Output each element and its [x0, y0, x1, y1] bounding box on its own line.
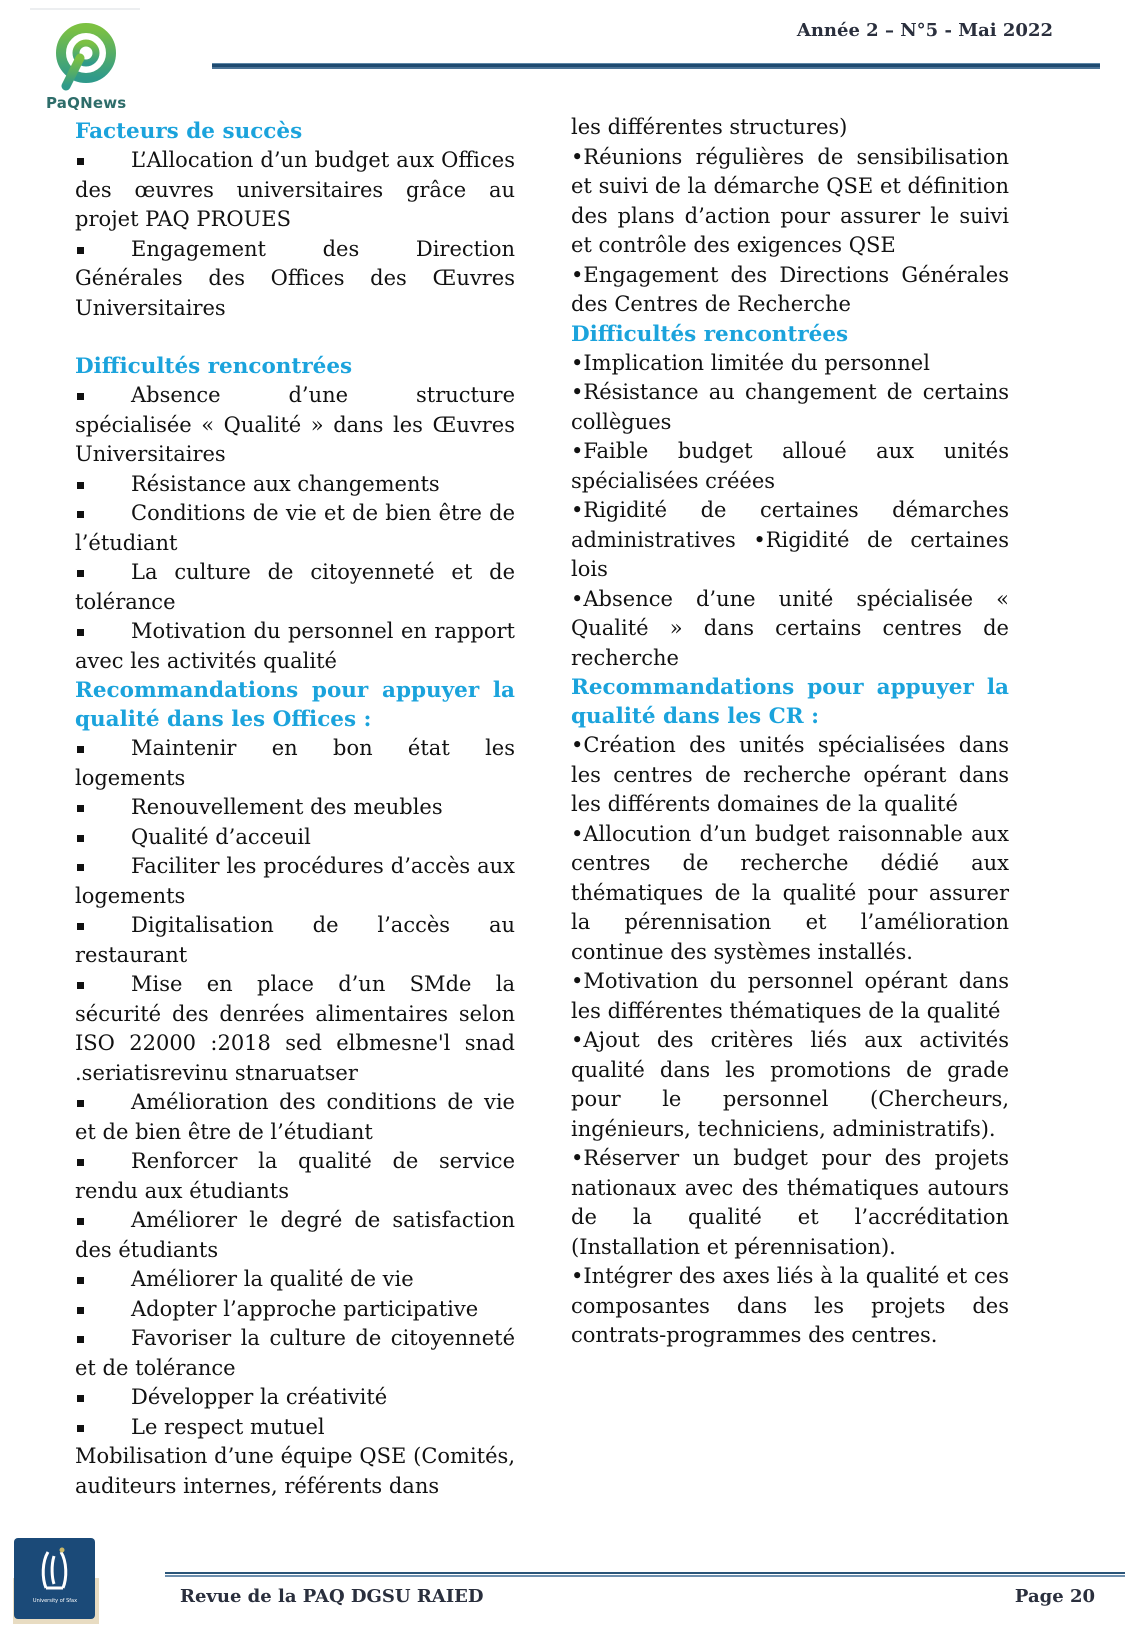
- left-column: [75, 117, 515, 1501]
- difficulties-heading: Difficultés rencontrées: [75, 354, 353, 379]
- square-bullet-icon: [75, 1265, 131, 1295]
- list-item: •Intégrer des axes liés à la qualité et ces composantes dans les projets des contrats-programmes des centres.: [571, 1264, 1009, 1347]
- list-item: Favoriser la culture de citoyenneté et de tolérance: [75, 1326, 515, 1380]
- university-emblem-icon: [14, 1538, 95, 1598]
- square-bullet-icon: [75, 1295, 131, 1325]
- list-item: Améliorer la qualité de vie: [75, 1265, 515, 1295]
- header-rule: [212, 63, 1100, 69]
- list-item: Maintenir en bon état les logements: [75, 736, 515, 790]
- logo-divider: [30, 8, 140, 10]
- square-bullet-icon: [75, 146, 131, 176]
- square-bullet-icon: [75, 235, 131, 265]
- list-item: Développer la créativité: [75, 1383, 515, 1413]
- list-item: Mise en place d’un SMde la sécurité des denrées alimentaires selon ISO 22000 :2018 sed elbmesne'l snad .seriatisrevinu stnaruatser: [75, 972, 515, 1085]
- list-item: Conditions de vie et de bien être de l’étudiant: [75, 501, 515, 555]
- footer-rule: [165, 1572, 1125, 1577]
- list-item: •Faible budget alloué aux unités spécialisées créées: [571, 439, 1009, 493]
- square-bullet-icon: [75, 852, 131, 882]
- list-item: •Absence d’une unité spécialisée « Qualité » dans certains centres de recherche: [571, 586, 1009, 670]
- square-bullet-icon: [75, 499, 131, 529]
- square-bullet-icon: [75, 617, 131, 647]
- square-bullet-icon: [75, 1147, 131, 1177]
- list-item: Amélioration des conditions de vie et de bien être de l’étudiant: [75, 1090, 515, 1144]
- list-item: Résistance aux changements: [75, 470, 515, 500]
- university-logo: [13, 1538, 95, 1620]
- list-item: Renforcer la qualité de service rendu aux étudiants: [75, 1149, 515, 1203]
- issue-label: Année 2 – N°5 - Mai 2022: [796, 20, 1053, 41]
- list-item: •Allocution d’un budget raisonnable aux centres de recherche dédié aux thématiques de la qualité pour assurer la pérennisation et l’amélioration continue des systèmes installés.: [571, 821, 1009, 964]
- paqnews-logo: [30, 8, 140, 116]
- list-item: •Réunions régulières de sensibilisation et suivi de la démarche QSE et définition des plans d’action pour assurer le suivi et contrôle des exigences QSE: [571, 144, 1009, 257]
- right-column: [571, 113, 1009, 1351]
- square-bullet-icon: [75, 823, 131, 853]
- list-item: Adopter l’approche participative: [75, 1295, 515, 1325]
- list-item: •Rigidité de certaines démarches administratives •Rigidité de certaines lois: [571, 498, 1009, 581]
- list-item: Améliorer le degré de satisfaction des étudiants: [75, 1208, 515, 1262]
- square-bullet-icon: [75, 1324, 131, 1354]
- square-bullet-icon: [75, 558, 131, 588]
- square-bullet-icon: [75, 381, 131, 411]
- square-bullet-icon: [75, 734, 131, 764]
- cr-difficulties-heading: Difficultés rencontrées: [571, 321, 849, 347]
- square-bullet-icon: [75, 911, 131, 941]
- list-item: •Ajout des critères liés aux activités qualité dans les promotions de grade pour le personnel (Chercheurs, ingénieurs, techniciens, administratifs).: [571, 1028, 1009, 1141]
- continuation-text: les différentes structures): [571, 115, 848, 139]
- logo-tile: [14, 1538, 95, 1619]
- square-bullet-icon: [75, 793, 131, 823]
- trailing-paragraph: Mobilisation d’une équipe QSE (Comités, auditeurs internes, référents dans: [75, 1444, 515, 1498]
- brand-name: PaQNews: [46, 94, 127, 112]
- square-bullet-icon: [75, 470, 131, 500]
- page-number: Page 20: [1014, 1586, 1095, 1607]
- recommendations-heading: Recommandations pour appuyer la qualité dans les Offices :: [75, 678, 515, 732]
- square-bullet-icon: [75, 1383, 131, 1413]
- paqnews-p-icon: [52, 22, 118, 92]
- list-item: •Implication limitée du personnel: [571, 350, 930, 375]
- list-item: L’Allocation d’un budget aux Offices des œuvres universitaires grâce au projet PAQ PROUES: [75, 148, 515, 231]
- list-item: Engagement des Direction Générales des Offices des Œuvres Universitaires: [75, 236, 515, 320]
- square-bullet-icon: [75, 1413, 131, 1443]
- list-item: •Création des unités spécialisées dans les centres de recherche opérant dans les différents domaines de la qualité: [571, 733, 1009, 816]
- list-item: Le respect mutuel: [75, 1413, 515, 1443]
- list-item: •Engagement des Directions Générales des Centres de Recherche: [571, 262, 1009, 316]
- list-item: La culture de citoyenneté et de tolérance: [75, 560, 515, 614]
- success-heading: Facteurs de succès: [75, 119, 303, 144]
- list-item: Qualité d’acceuil: [75, 823, 515, 853]
- square-bullet-icon: [75, 1088, 131, 1118]
- cr-recommendations-heading: Recommandations pour appuyer la qualité dans les CR :: [571, 675, 1009, 729]
- list-item: •Réserver un budget pour des projets nationaux avec des thématiques autours de la qualité et l’accréditation (Installation et pérennisation).: [571, 1146, 1009, 1259]
- list-item: Absence d’une structure spécialisée « Qualité » dans les Œuvres Universitaires: [75, 383, 515, 466]
- square-bullet-icon: [75, 970, 131, 1000]
- list-item: Renouvellement des meubles: [75, 793, 515, 823]
- square-bullet-icon: [75, 1206, 131, 1236]
- list-item: •Résistance au changement de certains collègues: [571, 380, 1009, 434]
- footer-title: Revue de la PAQ DGSU RAIED: [180, 1586, 484, 1607]
- list-item: Motivation du personnel en rapport avec les activités qualité: [75, 619, 515, 673]
- list-item: •Motivation du personnel opérant dans les différentes thématiques de la qualité: [571, 969, 1009, 1023]
- list-item: Digitalisation de l’accès au restaurant: [75, 913, 515, 967]
- list-item: Faciliter les procédures d’accès aux logements: [75, 854, 515, 908]
- university-name: University of Sfax: [32, 1598, 78, 1604]
